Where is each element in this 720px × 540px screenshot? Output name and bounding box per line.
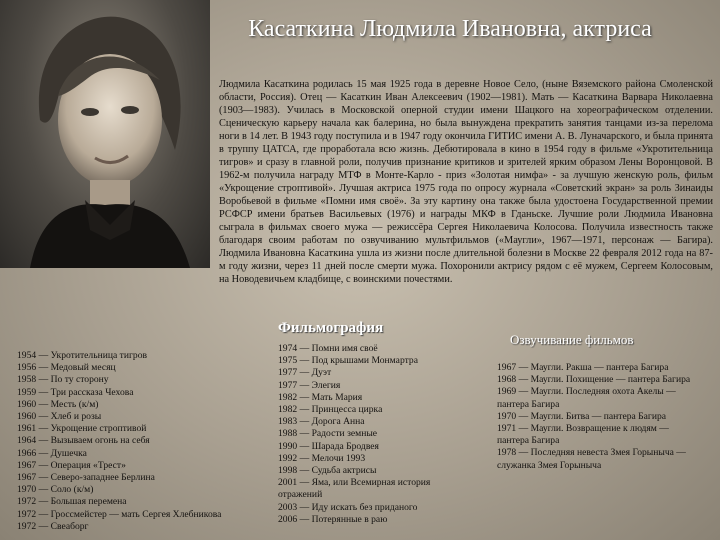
film-item: 1998 — Судьба актрисы	[278, 465, 377, 477]
portrait-photo	[0, 0, 210, 268]
film-item: 1982 — Принцесса цирка	[278, 404, 383, 416]
film-item: 1958 — По ту сторону	[17, 374, 109, 386]
biography-text	[219, 78, 713, 286]
film-item: 1990 — Шарада Бродвея	[278, 440, 379, 452]
film-item: 1992 — Мелочи 1993	[278, 452, 366, 464]
voice-item: 1969 — Маугли. Последняя охота Акелы — пантера Багира	[497, 386, 676, 410]
film-item: 1961 — Укрощение строптивой	[17, 423, 147, 435]
film-item: 1977 — Элегия	[278, 379, 341, 391]
film-item: 1972 — Гроссмейстер — мать Сергея Хлебникова	[17, 508, 222, 520]
film-item: 1960 — Месть (к/м)	[17, 398, 99, 410]
film-item: 1972 — Свеаборг	[17, 520, 89, 532]
film-item: 1977 — Дуэт	[278, 367, 332, 379]
film-item: 1960 — Хлеб и розы	[17, 411, 102, 423]
film-item: 1983 — Дорога Анна	[278, 416, 365, 428]
film-item: 2006 — Потерянные в раю	[278, 513, 388, 525]
voice-item: 1970 — Маугли. Битва — пантера Багира	[497, 410, 667, 422]
voice-item: 1967 — Маугли. Ракша — пантера Багира	[497, 362, 669, 373]
film-item: 1972 — Большая перемена	[17, 496, 127, 508]
page-title: Касаткина Людмила Ивановна, актриса	[248, 16, 652, 42]
film-item: 1966 — Душечка	[17, 447, 87, 459]
film-item: 2001 — Яма, или Всемирная история отражений	[278, 477, 431, 501]
film-item: 1988 — Радости земные	[278, 428, 378, 440]
actress-portrait	[0, 0, 210, 268]
film-item: 1964 — Вызываем огонь на себя	[17, 435, 150, 447]
filmography-heading: Фильмография	[278, 320, 384, 336]
voice-acting-heading: Озвучивание фильмов	[510, 332, 634, 347]
film-item: 1967 — Операция «Трест»	[17, 459, 126, 471]
film-item: 1975 — Под крышами Монмартра	[278, 355, 418, 367]
filmography-list-left	[17, 350, 267, 533]
voice-acting-list	[497, 362, 697, 472]
voice-item: 1968 — Маугли. Похищение — пантера Багира	[497, 374, 691, 386]
voice-item: 1971 — Маугли. Возвращение к людям — пантера Багира	[497, 423, 669, 447]
film-item: 1954 — Укротительница тигров	[17, 350, 148, 361]
film-item: 1967 — Северо-западнее Берлина	[17, 472, 155, 484]
film-item: 1982 — Мать Мария	[278, 391, 363, 403]
film-item: 2003 — Иду искать без приданого	[278, 501, 418, 513]
film-item: 1974 — Помни имя своё	[278, 343, 378, 354]
film-item: 1959 — Три рассказа Чехова	[17, 386, 134, 398]
voice-item: 1978 — Последняя невеста Змея Горыныча — служанка Змея Горыныча	[497, 447, 686, 471]
film-item: 1956 — Медовый месяц	[17, 362, 116, 374]
filmography-list-right	[278, 343, 488, 526]
film-item: 1970 — Соло (к/м)	[17, 484, 94, 496]
biography-paragraph: Людмила Касаткина родилась 15 мая 1925 года в деревне Новое Село, (ныне Вяземского района Смоленской области, Россия). Отец — Касаткин Иван Алексеевич (1902—1981). Мать — Касаткина Варвара Николаевна (1903—1983). Училась в Московской оперной студии имени Шацкого на хореографическом отделении. Сценическую карьеру начала как балерина, но была вынуждена прекратить занятия танцами из-за перелома ноги в 14 лет. В 1943 году поступила и в 1947 году окончила ГИТИС имени А. В. Луначарского, и была принята в труппу ЦАТСА, где проработала всю жизнь. Дебютировала в кино в 1954 году в фильме «Укротительница тигров» и сразу в главной роли, получив признание критиков и зрителей ярким образом Лены Воронцовой. В 1962-м получила награду МТФ в Монте-Карло - приз «Золотая нимфа» - за лучшую женскую роль, фильм «Укрощение строптивой». Лучшая актриса 1975 года по опросу журнала «Советский экран» за роль Зинаиды Воробьевой в фильме «Помни имя своё». За эту картину она также была удостоена Государственной премии РСФСР имени братьев Васильевых (1976) и награды МКФ в Гданьске. Лучшие роли Людмила Ивановна сыграла в фильмах своего мужа — режиссёра Сергея Николаевича Колосова. Получила известность также благодаря своим работам по озвучиванию мультфильмов («Маугли», 1967—1971, персонаж — Багира). Людмила Ивановна Касаткина ушла из жизни после длительной болезни в Москве 22 февраля 2012 года на 87-м году жизни, через 11 дней после смерти мужа. Похоронили актрису рядом с её мужем, Сергеем Колосовым, на Новодевичьем кладбище, с воинскими почестями.	[219, 79, 713, 285]
